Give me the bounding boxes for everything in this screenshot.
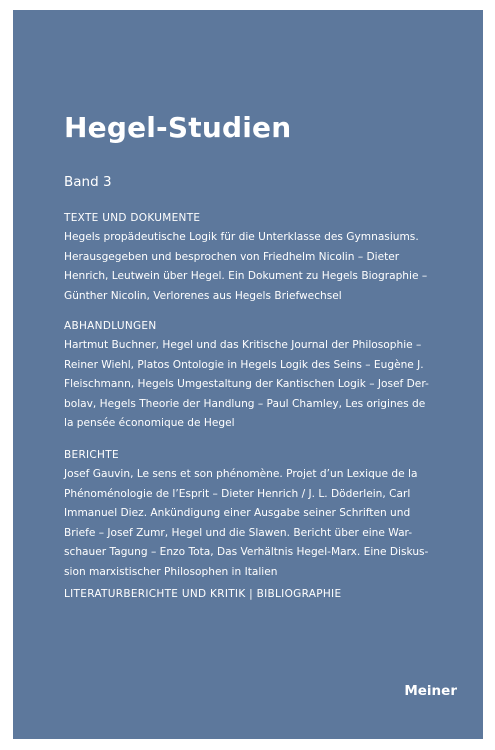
book-cover xyxy=(13,10,483,739)
section-heading: ABHANDLUNGEN xyxy=(64,320,157,332)
section-texte-und-dokumente xyxy=(64,211,459,306)
text-line: Hartmut Buchner, Hegel und das Kritische Journal der Philosophie – xyxy=(64,339,422,351)
publisher-name: Meiner xyxy=(404,683,457,699)
volume-label: Band 3 xyxy=(64,174,112,190)
section-abhandlungen xyxy=(64,319,459,434)
text-line: schauer Tagung – Enzo Tota, Das Verhältnis Hegel-Marx. Eine Diskus- xyxy=(64,546,429,558)
text-line: sion marxistischer Philosophen in Italien xyxy=(64,565,278,578)
section-heading: TEXTE UND DOKUMENTE xyxy=(64,212,201,224)
section-text xyxy=(64,336,459,434)
text-line: Hegels propädeutische Logik für die Unterklasse des Gymnasiums. xyxy=(64,231,419,243)
text-line: la pensée économique de Hegel xyxy=(64,417,235,429)
text-line: Fleischmann, Hegels Umgestaltung der Kantischen Logik – Josef Der- xyxy=(64,378,429,390)
book-title: Hegel-Studien xyxy=(64,111,292,144)
section-text xyxy=(64,228,459,306)
text-line: Briefe – Josef Zumr, Hegel und die Slawen. Bericht über eine War- xyxy=(64,526,413,539)
text-line: Günther Nicolin, Verlorenes aus Hegels Briefwechsel xyxy=(64,289,342,302)
text-line: Henrich, Leutwein über Hegel. Ein Dokument zu Hegels Biographie – xyxy=(64,270,428,282)
text-line: Phénoménologie de l’Esprit – Dieter Henrich / J. L. Döderlein, Carl xyxy=(64,487,411,500)
text-line: Immanuel Diez. Ankündigung einer Ausgabe seiner Schriften und xyxy=(64,507,411,519)
text-line: bolav, Hegels Theorie der Handlung – Paul Chamley, Les origines de xyxy=(64,397,426,410)
section-berichte xyxy=(64,448,459,582)
text-line: Reiner Wiehl, Platos Ontologie in Hegels Logik des Seins – Eugène J. xyxy=(64,358,424,371)
section-text xyxy=(64,465,459,582)
contents-footer-line: LITERATURBERICHTE UND KRITIK | BIBLIOGRAPHIE xyxy=(64,588,342,600)
text-line: Herausgegeben und besprochen von Friedhelm Nicolin – Dieter xyxy=(64,250,400,263)
section-heading: BERICHTE xyxy=(64,449,119,461)
text-line: Josef Gauvin, Le sens et son phénomène. Projet d’un Lexique de la xyxy=(64,468,418,480)
